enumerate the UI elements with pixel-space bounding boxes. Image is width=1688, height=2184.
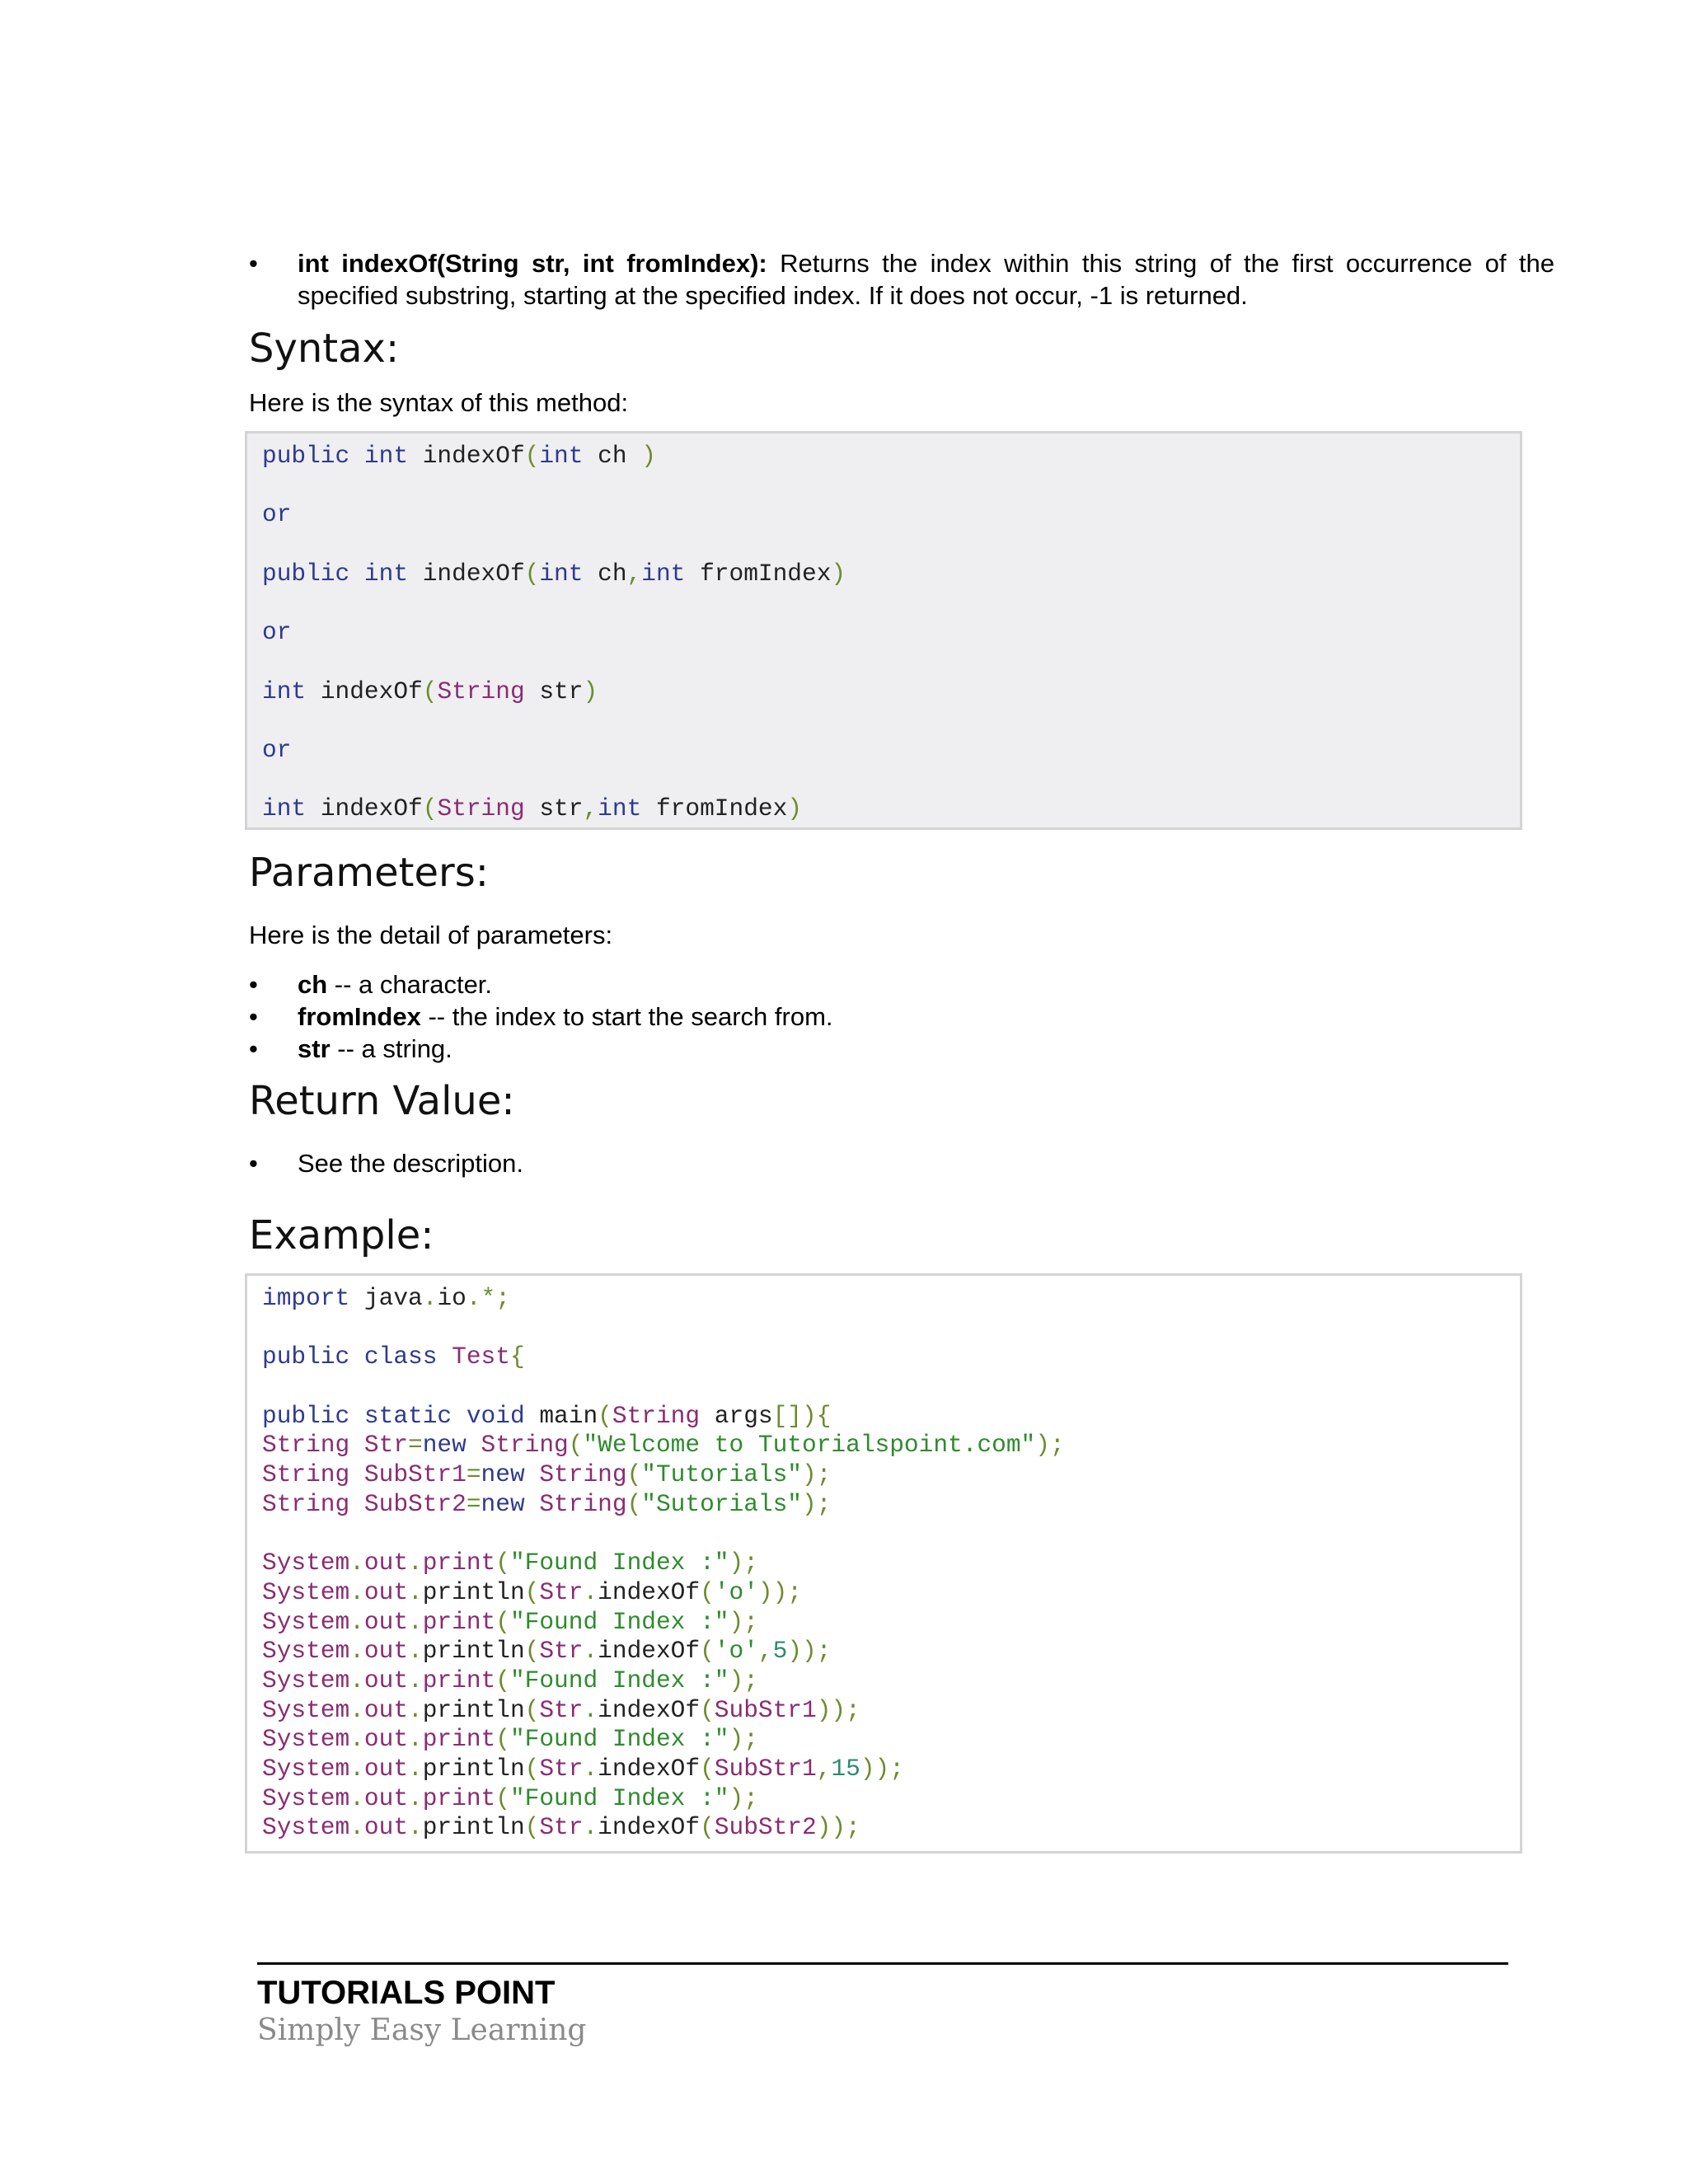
- code-token: String: [481, 1431, 569, 1460]
- code-token: String: [539, 1489, 627, 1518]
- code-token: (: [568, 1431, 584, 1460]
- code-token: (: [524, 1695, 540, 1724]
- code-token: );: [729, 1549, 758, 1577]
- code-token: System: [262, 1695, 350, 1724]
- parameter-item: [249, 1033, 1523, 1065]
- code-token: .: [349, 1637, 364, 1666]
- method-signature: int indexOf(String str, int fromIndex):: [298, 249, 767, 278]
- code-token: );: [729, 1783, 758, 1812]
- code-token: .: [408, 1695, 423, 1724]
- code-token: out: [363, 1695, 409, 1724]
- parameters-heading: Parameters:: [249, 849, 489, 896]
- code-token: );: [802, 1460, 832, 1489]
- code-token: 'o': [714, 1577, 758, 1606]
- code-token: Str: [539, 1637, 584, 1666]
- code-token: fromIndex: [700, 559, 832, 588]
- code-token: (: [524, 559, 540, 588]
- bullet-dot: •: [249, 1033, 258, 1063]
- bullet-dot: •: [249, 969, 258, 999]
- code-token: print: [422, 1725, 496, 1754]
- code-line: [262, 471, 1520, 501]
- code-token: println: [422, 1577, 525, 1606]
- code-line: [262, 1460, 1520, 1490]
- code-token: (: [524, 1813, 540, 1842]
- code-line: [262, 1490, 1520, 1520]
- code-token: "Found Index :": [509, 1549, 729, 1577]
- code-token: (: [524, 442, 540, 470]
- code-token: ,: [816, 1754, 832, 1783]
- code-token: ): [787, 794, 803, 823]
- code-token: int: [539, 559, 598, 588]
- code-token: or: [262, 500, 292, 529]
- code-token: .: [583, 1637, 598, 1666]
- code-line: [262, 1343, 1520, 1372]
- code-token: (: [700, 1813, 715, 1842]
- code-token: (: [495, 1725, 510, 1754]
- code-token: "Found Index :": [509, 1607, 729, 1636]
- code-token: System: [262, 1783, 350, 1812]
- code-token: indexOf: [598, 1813, 701, 1842]
- code-token: .: [583, 1754, 598, 1783]
- code-token: indexOf: [598, 1695, 701, 1724]
- syntax-heading: Syntax:: [249, 326, 400, 372]
- code-token: .: [583, 1577, 598, 1606]
- code-token: out: [363, 1549, 409, 1577]
- code-line: [262, 1755, 1520, 1784]
- code-token: ,: [626, 559, 642, 588]
- code-token: String: [539, 1460, 627, 1489]
- code-token: System: [262, 1549, 350, 1577]
- code-line: [262, 442, 1520, 471]
- code-line: [262, 648, 1520, 677]
- parameter-description: -- a character.: [327, 969, 493, 999]
- code-line: [262, 1372, 1520, 1402]
- code-line: [262, 736, 1520, 766]
- code-token: (: [626, 1489, 642, 1518]
- code-token: ch: [598, 442, 642, 470]
- code-token: );: [802, 1489, 832, 1518]
- code-line: [262, 1578, 1520, 1608]
- code-token: indexOf: [598, 1754, 701, 1783]
- code-token: (: [700, 1754, 715, 1783]
- code-token: .: [408, 1637, 423, 1666]
- footer-divider: [257, 1962, 1508, 1965]
- code-token: System: [262, 1666, 350, 1694]
- code-token: (: [700, 1695, 715, 1724]
- code-token: int: [641, 559, 701, 588]
- code-token: out: [363, 1813, 409, 1842]
- code-line: [262, 766, 1520, 795]
- code-token: .: [408, 1577, 423, 1606]
- code-token: (: [524, 1754, 540, 1783]
- code-token: .: [408, 1549, 423, 1577]
- code-token: ch: [598, 559, 627, 588]
- page-footer: [257, 1962, 1508, 2049]
- code-line: [262, 677, 1520, 707]
- code-token: int: [539, 442, 598, 470]
- code-token: int: [262, 677, 321, 705]
- code-token: "Found Index :": [509, 1666, 729, 1694]
- code-token: );: [729, 1607, 758, 1636]
- code-token: );: [1035, 1431, 1065, 1460]
- code-token: =: [466, 1460, 481, 1489]
- return-value-list: [249, 1147, 1523, 1179]
- code-token: (: [524, 1637, 540, 1666]
- code-token: indexOf: [598, 1577, 701, 1606]
- code-token: or: [262, 735, 292, 764]
- code-token: .: [349, 1695, 364, 1724]
- code-line: [262, 1519, 1520, 1549]
- code-token: public: [262, 559, 364, 588]
- code-token: 'o': [714, 1637, 758, 1666]
- code-token: "Welcome to Tutorialspoint.com": [583, 1431, 1036, 1460]
- code-token: "Sutorials": [641, 1489, 803, 1518]
- code-token: .: [349, 1607, 364, 1636]
- parameter-name: ch: [298, 969, 328, 999]
- code-token: .: [349, 1577, 364, 1606]
- code-token: println: [422, 1695, 525, 1724]
- code-token: indexOf: [320, 677, 423, 705]
- code-token: out: [363, 1783, 409, 1812]
- parameters-list: [249, 968, 1523, 1065]
- intro-list: [249, 247, 1554, 312]
- code-token: "Tutorials": [641, 1460, 803, 1489]
- code-token: fromIndex: [655, 794, 788, 823]
- code-token: str: [539, 794, 584, 823]
- return-value-heading: Return Value:: [249, 1077, 515, 1124]
- code-token: .: [408, 1813, 423, 1842]
- code-token: new: [422, 1431, 481, 1460]
- code-token: .: [349, 1725, 364, 1754]
- code-token: System: [262, 1725, 350, 1754]
- code-token: (: [700, 1637, 715, 1666]
- code-token: indexOf: [422, 442, 525, 470]
- code-token: println: [422, 1813, 525, 1842]
- code-token: Str: [539, 1813, 584, 1842]
- parameter-item: [249, 1001, 1523, 1033]
- parameter-item: [249, 968, 1523, 1001]
- code-token: args: [714, 1401, 773, 1430]
- code-token: "Found Index :": [509, 1783, 729, 1812]
- code-token: .: [349, 1813, 364, 1842]
- code-token: io: [437, 1283, 467, 1312]
- footer-tagline: Simply Easy Learning: [257, 2013, 587, 2047]
- page-content: [249, 247, 1554, 1854]
- code-token: int: [598, 794, 656, 823]
- code-token: public: [262, 1343, 364, 1371]
- code-token: print: [422, 1549, 496, 1577]
- code-token: "Found Index :": [509, 1725, 729, 1754]
- code-token: (: [495, 1666, 510, 1694]
- code-token: println: [422, 1637, 525, 1666]
- bullet-dot: •: [249, 249, 258, 278]
- code-line: [262, 1637, 1520, 1666]
- code-token: or: [262, 618, 292, 647]
- bullet-dot: •: [249, 1001, 258, 1031]
- code-token: static: [363, 1401, 467, 1430]
- code-token: out: [363, 1754, 409, 1783]
- code-token: (: [626, 1460, 642, 1489]
- code-token: String: [437, 677, 540, 705]
- code-token: .: [408, 1607, 423, 1636]
- code-token: );: [729, 1666, 758, 1694]
- code-token: ): [641, 442, 656, 470]
- code-token: print: [422, 1666, 496, 1694]
- code-token: ));: [860, 1754, 904, 1783]
- code-line: [262, 1314, 1520, 1343]
- code-token: out: [363, 1577, 409, 1606]
- code-token: Str: [363, 1431, 409, 1460]
- code-token: String: [262, 1431, 364, 1460]
- bullet-dot: •: [249, 1148, 258, 1178]
- parameter-description: -- a string.: [330, 1033, 452, 1063]
- code-token: ): [831, 559, 846, 588]
- code-line: [262, 500, 1520, 530]
- code-token: (: [700, 1577, 715, 1606]
- code-line: [262, 1402, 1520, 1432]
- code-token: System: [262, 1577, 350, 1606]
- code-line: [262, 530, 1520, 560]
- code-token: String: [262, 1489, 364, 1518]
- code-token: 5: [772, 1637, 788, 1666]
- code-token: public: [262, 1401, 364, 1430]
- code-token: int: [363, 559, 423, 588]
- code-token: Test: [452, 1343, 510, 1371]
- code-token: int: [262, 794, 321, 823]
- code-token: ,: [583, 794, 598, 823]
- intro-bullet-item: [249, 247, 1554, 312]
- footer-brand: TUTORIALS POINT: [257, 1975, 556, 2011]
- code-token: String: [612, 1401, 715, 1430]
- example-code-block: [245, 1273, 1522, 1854]
- syntax-intro: Here is the syntax of this method:: [249, 388, 629, 417]
- method-description: Returns the index within this string of the first occurrence of the specified substring, starting at the specified index. If it does not occur, -1 is returned.: [298, 249, 1554, 310]
- code-token: class: [363, 1343, 452, 1371]
- code-token: print: [422, 1607, 496, 1636]
- code-token: System: [262, 1607, 350, 1636]
- code-line: [262, 1284, 1520, 1314]
- code-token: System: [262, 1813, 350, 1842]
- code-token: String: [437, 794, 540, 823]
- code-token: SubStr2: [363, 1489, 467, 1518]
- code-token: SubStr2: [714, 1813, 817, 1842]
- syntax-code-block: [245, 431, 1522, 830]
- code-token: String: [262, 1460, 364, 1489]
- code-token: (: [495, 1549, 510, 1577]
- code-token: SubStr1: [363, 1460, 467, 1489]
- code-token: =: [408, 1431, 423, 1460]
- code-line: [262, 1696, 1520, 1726]
- code-token: out: [363, 1666, 409, 1694]
- code-token: );: [729, 1725, 758, 1754]
- code-token: []){: [772, 1401, 832, 1430]
- code-token: SubStr1: [714, 1754, 817, 1783]
- code-token: {: [509, 1343, 525, 1371]
- code-token: main: [539, 1401, 598, 1430]
- code-token: (: [422, 794, 438, 823]
- example-heading: Example:: [249, 1212, 434, 1258]
- code-token: ,: [757, 1637, 773, 1666]
- code-line: [262, 588, 1520, 618]
- code-token: (: [524, 1577, 540, 1606]
- code-token: str: [539, 677, 584, 705]
- code-token: out: [363, 1607, 409, 1636]
- code-token: .: [408, 1725, 423, 1754]
- code-token: System: [262, 1637, 350, 1666]
- code-token: .: [349, 1549, 364, 1577]
- code-token: indexOf: [422, 559, 525, 588]
- code-token: (: [422, 677, 438, 705]
- code-token: Str: [539, 1754, 584, 1783]
- code-line: [262, 1784, 1520, 1814]
- code-token: .: [349, 1754, 364, 1783]
- code-token: void: [466, 1401, 540, 1430]
- code-token: SubStr1: [714, 1695, 817, 1724]
- code-line: [262, 1725, 1520, 1755]
- parameter-name: str: [298, 1033, 331, 1063]
- code-token: .*;: [466, 1283, 510, 1312]
- code-token: Str: [539, 1695, 584, 1724]
- code-token: java: [363, 1283, 423, 1312]
- code-token: .: [408, 1666, 423, 1694]
- code-token: int: [363, 442, 423, 470]
- code-line: [262, 794, 1520, 824]
- code-token: import: [262, 1283, 364, 1312]
- code-token: .: [349, 1666, 364, 1694]
- code-token: ): [583, 677, 598, 705]
- code-token: ));: [816, 1695, 860, 1724]
- code-line: [262, 618, 1520, 648]
- code-token: .: [408, 1754, 423, 1783]
- code-token: out: [363, 1637, 409, 1666]
- code-line: [262, 1813, 1520, 1843]
- code-token: .: [349, 1783, 364, 1812]
- parameters-intro: Here is the detail of parameters:: [249, 920, 613, 949]
- code-line: [262, 1666, 1520, 1696]
- parameter-name: fromIndex: [298, 1001, 421, 1031]
- code-token: 15: [831, 1754, 860, 1783]
- code-token: ));: [816, 1813, 860, 1842]
- code-token: indexOf: [320, 794, 423, 823]
- code-token: print: [422, 1783, 496, 1812]
- code-line: [262, 560, 1520, 589]
- code-token: println: [422, 1754, 525, 1783]
- code-line: [262, 1608, 1520, 1638]
- code-line: [262, 706, 1520, 736]
- code-line: [262, 1549, 1520, 1578]
- parameter-description: -- the index to start the search from.: [420, 1001, 833, 1031]
- code-token: System: [262, 1754, 350, 1783]
- code-token: .: [408, 1783, 423, 1812]
- return-value-item: [249, 1147, 1523, 1179]
- code-token: .: [583, 1813, 598, 1842]
- code-token: .: [583, 1695, 598, 1724]
- code-token: indexOf: [598, 1637, 701, 1666]
- code-token: (: [598, 1401, 612, 1430]
- code-token: new: [481, 1489, 540, 1518]
- return-value-text: See the description.: [298, 1148, 524, 1178]
- code-token: (: [495, 1783, 510, 1812]
- code-token: ));: [757, 1577, 803, 1606]
- code-token: (: [495, 1607, 510, 1636]
- code-token: Str: [539, 1577, 584, 1606]
- code-token: =: [466, 1489, 481, 1518]
- code-token: new: [481, 1460, 540, 1489]
- code-token: public: [262, 442, 364, 470]
- code-token: out: [363, 1725, 409, 1754]
- code-line: [262, 1431, 1520, 1460]
- code-token: ));: [787, 1637, 832, 1666]
- code-token: .: [422, 1283, 438, 1312]
